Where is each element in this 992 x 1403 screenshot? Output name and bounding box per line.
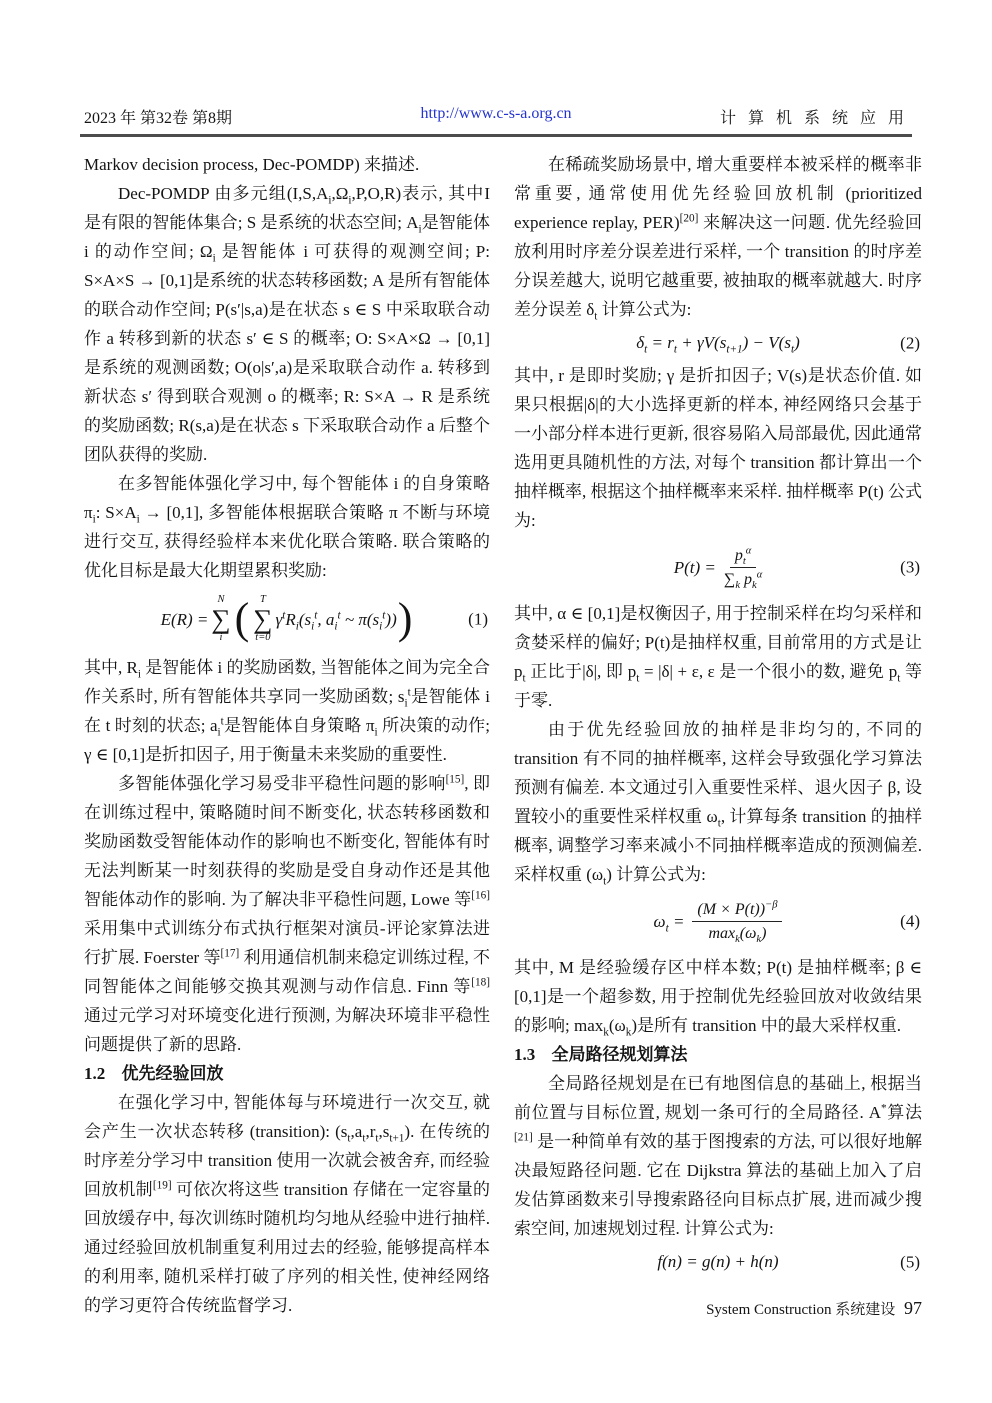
equation-number: (1)	[468, 609, 488, 629]
paragraph: 在强化学习中, 智能体每与环境进行一次交互, 就会产生一次状态转移 (transition): $(s_t,a_t,r_t,s_{t+1})$. 在传统的时序差分学习中 transition 使用一次就会被舍弃, 而经验回放机制[19] 可依次将这些 transition 存储在一定容量的回放缓存中, 每次训练时随机均匀地从经验中进行抽样. 通过经验回放机制重复利用过去的经验, 能够提高样本的利用率, 随机采样打破了序列的相关性, 使神经网络的学习更符合传统监督学习.	[84, 1093, 491, 1315]
equation-lhs: E(R) =	[160, 609, 209, 629]
issue-info: 2023 年 第32卷 第8期	[84, 110, 233, 127]
paragraph: 全局路径规划是在已有地图信息的基础上, 根据当前位置与目标位置, 规划一条可行的全局路径. A*算法[21] 是一种简单有效的基于图搜索的方法, 可以很好地解决最短路径问题. 它在 Dijkstra 算法的基础上加入了启发估算函数来引导搜索路径向目标点扩展, 进而减少搜索空间, 加速规划过程. 计算公式为:	[514, 1074, 922, 1238]
sigma-symbol: ∑	[253, 604, 273, 634]
equation-number: (3)	[900, 557, 920, 577]
equation-number: (2)	[900, 333, 920, 352]
equation-1	[84, 587, 490, 651]
fraction: $\frac{p_t^\alpha}{\sum_k p_k^\alpha}$	[723, 545, 763, 591]
equation-2	[514, 326, 922, 359]
equation-body: $\gamma^tR_i(s_i^t$, $a_i^t$ ~ $\pi(s_i^t)$)	[275, 608, 397, 632]
page-header	[84, 105, 908, 129]
open-paren: (	[234, 594, 250, 643]
paragraph: Dec-POMDP 由多元组$(I,S,A_i,\Omega_i,P,O,R)$表示, 其中I 是有限的智能体集合; S 是系统的状态空间; $A_i$是智能体 i 的动作空间; $\Omega_i$ 是智能体 i 可获得的观测空间; P: S×A×S → [0,1]是系统的状态转移函数; A 是所有智能体的联合动作空间; P(s′|s,a)是在状态 s ∈ S 中采取联合动作 a 转移到新的状态 s′ ∈ S 的概率; O: S×A×Ω → [0,1]是系统的观测函数; O(o|s′,a)是采取联合动作 a. 转移到新状态 s′ 得到联合观测 o 的概率; R: S×A → R 是系统的奖励函数; R(s,a)是在状态 s 下采取联合动作 a 后整个团队获得的奖励.	[84, 184, 491, 464]
sum-operator: T ∑ t=0	[253, 594, 273, 643]
equation-lhs: $\omega_t$ =	[653, 911, 685, 934]
paragraph: 由于优先经验回放的抽样是非均匀的, 不同的 transition 有不同的抽样概率, 这样会导致强化学习算法预测有偏差. 本文通过引入重要性采样、退火因子 β, 设置较小的重要性采样权重 $\omega_t$, 计算每条 transition 的抽样概率, 调整学习率来减小不同抽样概率造成的预测偏差. 采样权重 $(\omega_t)$ 计算公式为:	[514, 720, 922, 888]
equation-number: (5)	[900, 1252, 920, 1271]
paragraph: 多智能体强化学习易受非平稳性问题的影响[15], 即在训练过程中, 策略随时间不断变化, 状态转移函数和奖励函数受智能体动作的影响也不断变化, 智能体有时无法判断某一时刻获得的奖励是受自身动作还是其他智能体动作的影响. 为了解决非平稳性问题, Lowe 等[16] 采用集中式训练分布式执行框架对演员-评论家算法进行扩展. Foerster 等[17] 利用通信机制来稳定训练过程, 不同智能体之间能够交换其观测与动作信息. Finn 等[18] 通过元学习对环境变化进行预测, 为解决环境非平稳性问题提供了新的思路.	[84, 773, 491, 1054]
equation-lhs: P(t) =	[673, 557, 716, 577]
equation-3	[514, 537, 922, 597]
sigma-symbol: ∑	[211, 604, 231, 634]
journal-title: 计 算 机 系 统 应 用	[719, 110, 908, 127]
equation-5	[514, 1245, 922, 1278]
paragraph: 其中, M 是经验缓存区中样本数; P(t) 是抽样概率; β ∈ [0,1]是一个超参数, 用于控制优先经验回放对收敛结果的影响; $\max_k(\omega_k)$是所有 transition 中的最大采样权重.	[514, 958, 922, 1039]
paragraph: 在稀疏奖励场景中, 增大重要样本被采样的概率非常重要, 通常使用优先经验回放机制 (prioritized experience replay, PER)[20] 来解决这一问题. 优先经验回放利用时序差分误差进行采样, 一个 transition 的时序差分误差越大, 说明它越重要, 被抽取的概率就越大. 时序差分误差 $\delta_t$ 计算公式为:	[514, 155, 922, 323]
close-paren: )	[397, 594, 413, 643]
column-right	[514, 150, 922, 1325]
section-heading-1-2: 1.2 优先经验回放	[84, 1064, 224, 1083]
equation-4	[514, 891, 922, 951]
paragraph: 其中, r 是即时奖励; γ 是折扣因子; V(s)是状态价值. 如果只根据|δ|的大小选择更新的样本, 神经网络只会基于一小部分样本进行更新, 很容易陷入局部最优, 因此通常选用更具随机性的方法, 对每个 transition 都计算出一个抽样概率, 根据这个抽样概率来采样. 抽样概率 P(t) 公式为:	[514, 366, 922, 530]
equation-number: (4)	[900, 911, 920, 931]
paragraph: 在多智能体强化学习中, 每个智能体 i 的自身策略 $\pi_i$: $S\times A_i \to [0,1]$, 多智能体根据联合策略 π 不断与环境进行交互, 获得经验样本来优化联合策略. 联合策略的优化目标是最大化期望累积奖励:	[84, 474, 490, 580]
page-footer	[514, 1294, 922, 1325]
header-divider	[80, 134, 912, 137]
paragraph: 其中, $R_i$ 是智能体 i 的奖励函数, 当智能体之间为完全合作关系时, 所有智能体共享同一奖励函数; $s_i^t$是智能体 i 在 t 时刻的状态; $a_i^t$是智能体自身策略 $\pi_i$ 所决策的动作; γ ∈ [0,1]是折扣因子, 用于衡量未来奖励的重要性.	[84, 658, 490, 764]
journal-url-link[interactable]: http://www.c-s-a.org.cn	[420, 105, 572, 122]
page-number: 97	[904, 1298, 922, 1318]
paragraph: 其中, α ∈ [0,1]是权衡因子, 用于控制采样在均匀采样和贪婪采样的偏好; P(t)是抽样权重, 目前常用的方式是让 $p_t$ 正比于|δ|, 即 $p_t = |\delta| + \varepsilon$, ε 是一个很小的数, 避免 $p_t$ 等于零.	[514, 604, 922, 710]
sum-operator: N ∑ i	[211, 594, 231, 643]
fraction: $\frac{(M \times P(t))^{-\beta}}{\max_k(\omega_k)}$	[692, 899, 782, 944]
footer-label: System Construction 系统建设	[706, 1302, 896, 1318]
paragraph: Markov decision process, Dec-POMDP) 来描述.	[84, 155, 420, 174]
section-heading-1-3: 1.3 全局路径规划算法	[514, 1045, 688, 1064]
equation-body: $\delta_t = r_t + \gamma V(s_{t+1}) - V(s_t)$	[636, 333, 800, 356]
equation-body: f(n) = g(n) + h(n)	[657, 1252, 779, 1271]
column-left	[84, 150, 490, 1320]
